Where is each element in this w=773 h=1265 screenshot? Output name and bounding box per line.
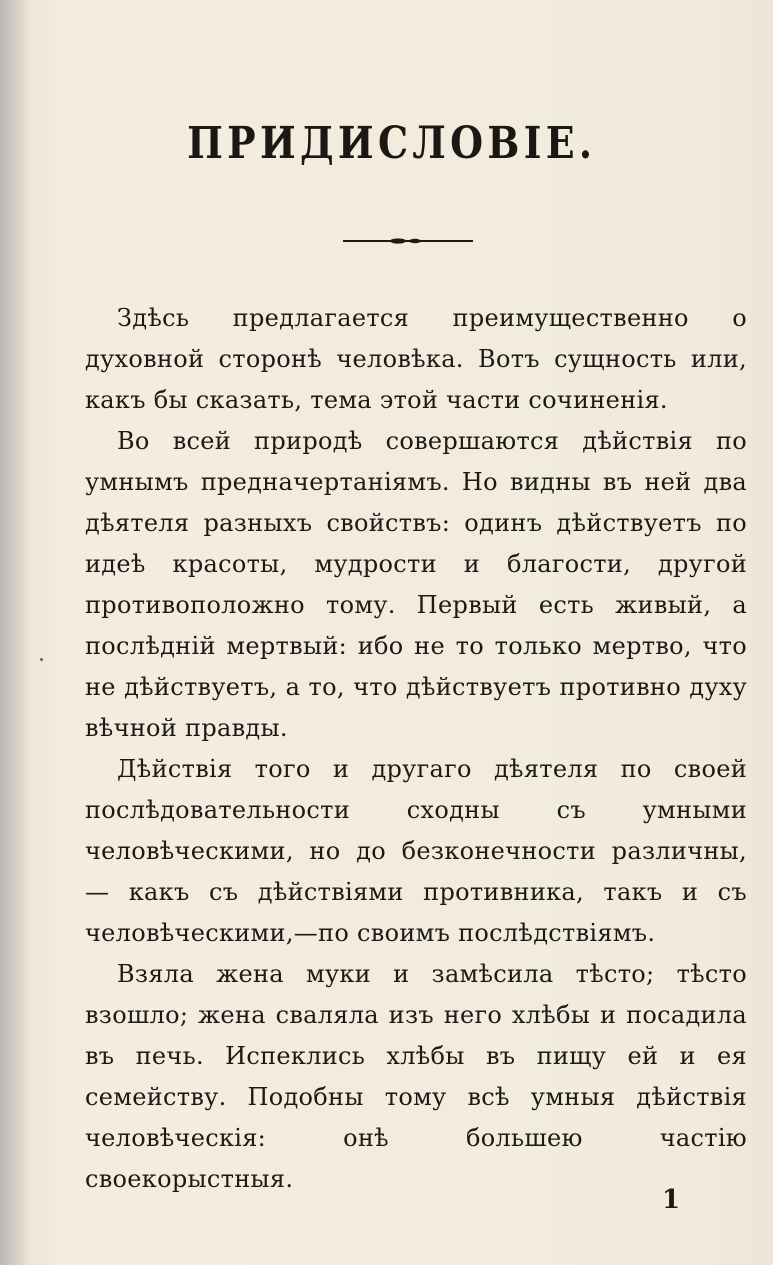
- body-text: [85, 298, 747, 1200]
- title-ornament: [343, 236, 473, 246]
- gutter-shadow: [0, 0, 30, 1265]
- paragraph-1: Здѣсь предлагается преимущественно о духовной сторонѣ человѣка. Вотъ сущность или, какъ бы сказать, тема этой части сочиненія.: [85, 304, 747, 414]
- paragraph-4: Взяла жена муки и замѣсила тѣсто; тѣсто взошло; жена сваляла изъ него хлѣбы и посадила въ печь. Испеклись хлѣбы въ пищу ей и ея семейству. Подобны тому всѣ умныя дѣйствія человѣческія: онѣ большею частію своекорыстныя.: [85, 960, 747, 1193]
- paragraph-3: Дѣйствія того и другаго дѣятеля по своей послѣдовательности сходны съ умными человѣческими, но до безконечности различны, — какъ съ дѣйствіями противника, такъ и съ человѣческими,—по своимъ послѣдствіямъ.: [85, 755, 747, 947]
- paragraph-2: Во всей природѣ совершаются дѣйствія по умнымъ предначертаніямъ. Но видны въ ней два дѣятеля разныхъ свойствъ: одинъ дѣйствуетъ по идеѣ красоты, мудрости и благости, другой противоположно тому. Первый есть живый, а послѣдній мертвый: ибо не то только мертво, что не дѣйствуетъ, а то, что дѣйствуетъ противно духу вѣчной правды.: [85, 427, 747, 742]
- page-title: ПРИДИСЛОВІЕ.: [187, 118, 597, 169]
- page-number: 1: [662, 1185, 681, 1215]
- ink-speck: [40, 658, 43, 661]
